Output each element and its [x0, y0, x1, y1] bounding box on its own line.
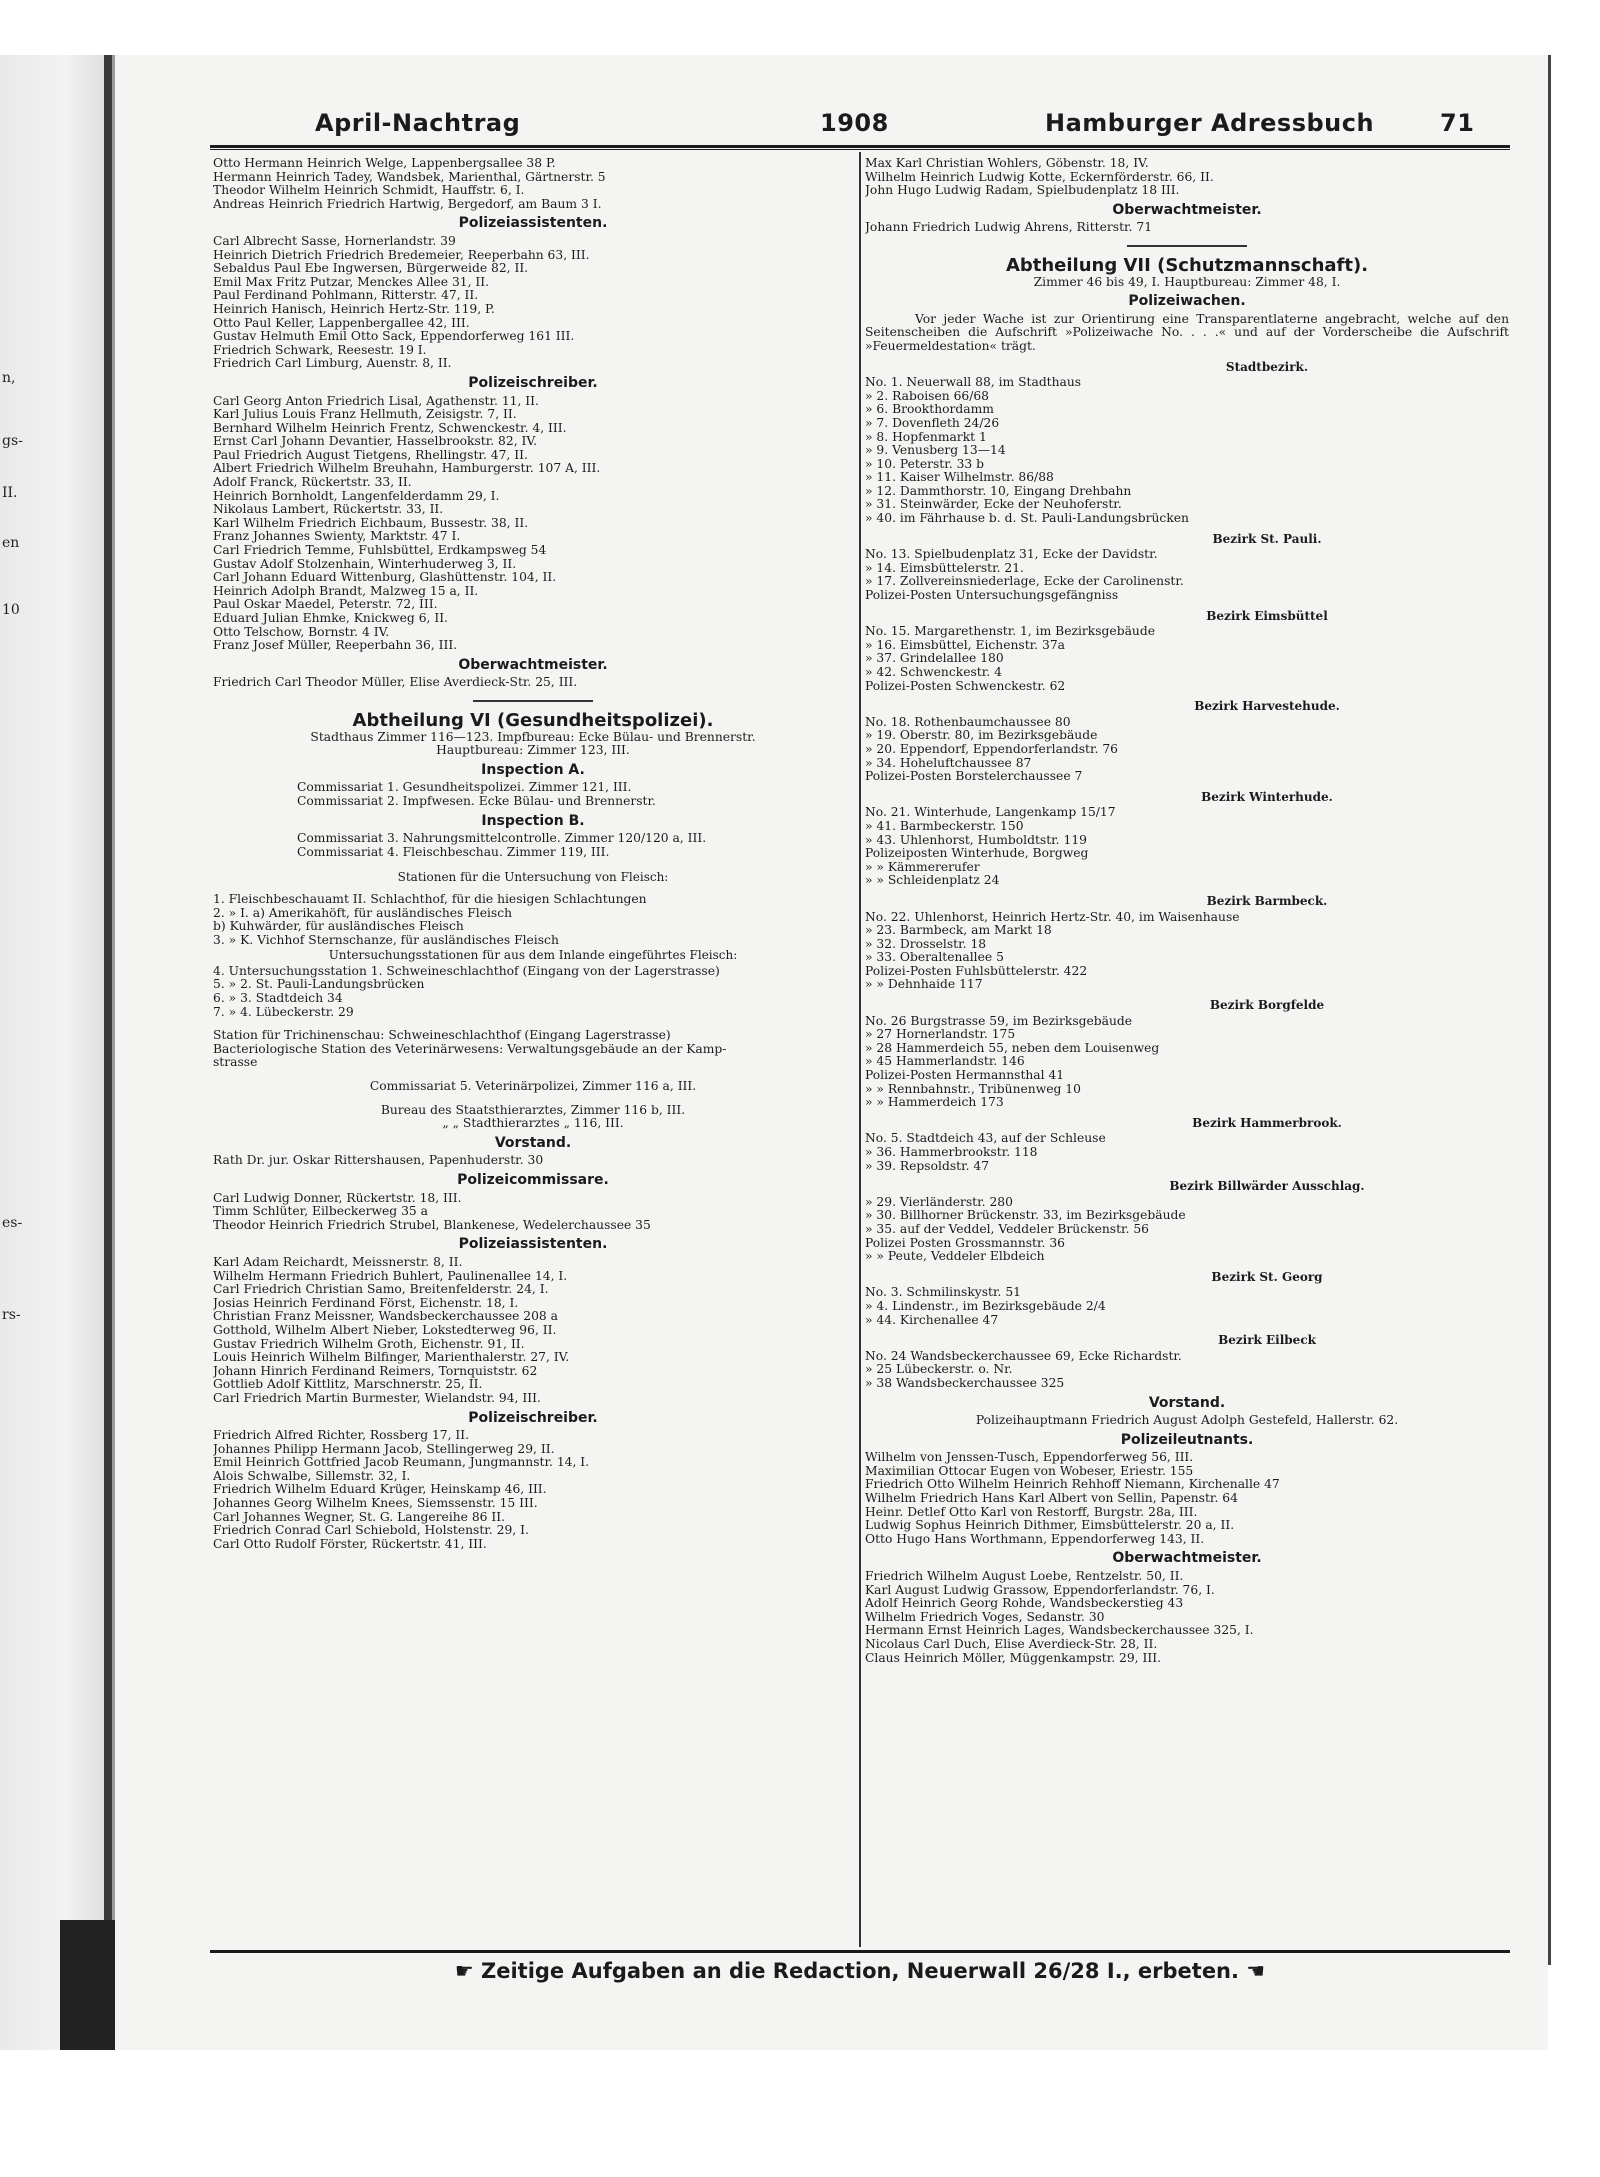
- entry-line: John Hugo Ludwig Radam, Spielbudenplatz 18 III.: [865, 184, 1180, 198]
- entry-line: Nicolaus Carl Duch, Elise Averdieck-Str. 28, II.: [865, 1638, 1158, 1651]
- section-title-polizeischreiber: Polizeischreiber.: [468, 374, 598, 391]
- entry-line: Otto Hugo Hans Worthmann, Eppendorferweg 143, II.: [865, 1532, 1205, 1546]
- district-entry: » 39. Repsoldstr. 47: [865, 1159, 990, 1173]
- entry-line: Otto Hermann Heinrich Welge, Lappenbergsallee 38 P.: [213, 157, 556, 170]
- district-entry: » 20. Eppendorf, Eppendorferlandstr. 76: [865, 742, 1118, 756]
- book-spine: [104, 55, 112, 2050]
- entry-line: Commissariat 2. Impfwesen. Ecke Bülau- und Brennerstr.: [297, 794, 656, 808]
- entry-line: Sebaldus Paul Ebe Ingwersen, Bürgerweide 82, II.: [213, 262, 529, 276]
- entry-line: 7. » 4. Lübeckerstr. 29: [213, 1005, 354, 1019]
- department-title-vii: Abtheilung VII (Schutzmannschaft).: [1005, 254, 1369, 276]
- entry-line: Wilhelm von Jenssen-Tusch, Eppendorferweg 56, III.: [865, 1451, 1194, 1465]
- header-rule-thin: [210, 149, 1510, 150]
- department-vii-info: Zimmer 46 bis 49, I. Hauptbureau: Zimmer 48, I.: [1033, 274, 1341, 289]
- trichinen-list: [213, 1029, 853, 1070]
- district-title: Bezirk St. Pauli.: [1212, 531, 1322, 546]
- district-entry: No. 13. Spielbudenplatz 31, Ecke der Davidstr.: [865, 548, 1158, 562]
- inspection-b-title: Inspection B.: [481, 812, 585, 829]
- entry-line: Theodor Wilhelm Heinrich Schmidt, Hauffstr. 6, I.: [213, 184, 525, 198]
- section-title-vorstand-right: Vorstand.: [1148, 1394, 1226, 1411]
- stationen-title: Stationen für die Untersuchung von Fleisch:: [397, 870, 669, 885]
- entry-line: Paul Ferdinand Pohlmann, Ritterstr. 47, II.: [213, 289, 479, 303]
- entry-line: Franz Josef Müller, Reeperbahn 36, III.: [213, 639, 458, 653]
- entry-line: 1. Fleischbeschauamt II. Schlachthof, für die hiesigen Schlachtungen: [213, 892, 647, 906]
- entry-line: Carl Friedrich Temme, Fuhlsbüttel, Erdkampsweg 54: [213, 544, 547, 558]
- entry-line: Heinrich Adolph Brandt, Malzweg 15 a, II.: [213, 584, 479, 598]
- district-entry: » » Hammerdeich 173: [865, 1096, 1004, 1110]
- adjacent-page-strip: [0, 55, 110, 2050]
- district-entry: » 38 Wandsbeckerchaussee 325: [865, 1376, 1065, 1390]
- district-title: Bezirk Borgfelde: [1209, 998, 1325, 1013]
- district-entry: » 33. Oberaltenallee 5: [865, 951, 1004, 965]
- entry-line: Carl Friedrich Martin Burmester, Wielandstr. 94, III.: [213, 1391, 541, 1405]
- entry-line: Hermann Ernst Heinrich Lages, Wandsbeckerchaussee 325, I.: [865, 1624, 1254, 1638]
- entry-line: Franz Johannes Swienty, Marktstr. 47 I.: [213, 530, 461, 544]
- entry-line: Polizeihauptmann Friedrich August Adolph Gestefeld, Hallerstr. 62.: [975, 1413, 1399, 1428]
- district-entry: » 36. Hammerbrookstr. 118: [865, 1146, 1038, 1159]
- entry-line: Friedrich Alfred Richter, Rossberg 17, II.: [213, 1429, 470, 1443]
- entry-line: Karl August Ludwig Grassow, Eppendorferlandstr. 76, I.: [865, 1583, 1215, 1597]
- district-entry: » 8. Hopfenmarkt 1: [865, 430, 987, 444]
- entry-line: Johannes Georg Wilhelm Knees, Siemssenstr. 15 III.: [213, 1497, 538, 1511]
- district-entry: » 40. im Fährhause b. d. St. Pauli-Landungsbrücken: [865, 512, 1189, 526]
- district-title: Bezirk St. Georg: [1211, 1269, 1323, 1284]
- inspection-a-title: Inspection A.: [481, 761, 585, 778]
- header-year: 1908: [820, 109, 889, 137]
- entry-line: Nikolaus Lambert, Rückertstr. 33, II.: [213, 503, 444, 517]
- polizeischreiber-list: [213, 395, 853, 653]
- district-title: Bezirk Eimsbüttel: [1206, 608, 1328, 623]
- district-entry: » 9. Venusberg 13—14: [865, 444, 1006, 458]
- district-entry: No. 3. Schmilinskystr. 51: [865, 1286, 1021, 1300]
- district-entry: » 28 Hammerdeich 55, neben dem Louisenweg: [865, 1041, 1160, 1055]
- district-entry: » 4. Lindenstr., im Bezirksgebäude 2/4: [865, 1299, 1106, 1313]
- section-title-oberwachtmeister: Oberwachtmeister.: [458, 656, 608, 673]
- section-title-polizeiwachen: Polizeiwachen.: [1128, 293, 1246, 310]
- entry-line: 2. » I. a) Amerikahöft, für ausländisches Fleisch: [213, 906, 513, 920]
- left-column: [213, 157, 853, 1551]
- entry-line: Gottlieb Adolf Kittlitz, Marschnerstr. 25, II.: [213, 1378, 483, 1392]
- entry-line: Adolf Franck, Rückertstr. 33, II.: [213, 476, 412, 490]
- district-entry: » 43. Uhlenhorst, Humboldtstr. 119: [865, 833, 1087, 847]
- district-entry: » 14. Eimsbüttelerstr. 21.: [865, 561, 1024, 575]
- entry-line: „ „ Stadthierarztes „ 116, III.: [442, 1116, 624, 1131]
- polizeiassistenten-list: [213, 235, 853, 371]
- untersuchung-list: [213, 965, 853, 1019]
- district-entry: » 42. Schwenckestr. 4: [865, 666, 1002, 679]
- district-entry: No. 15. Margarethenstr. 1, im Bezirksgebäude: [865, 625, 1155, 639]
- district-entry: » 37. Grindelallee 180: [865, 652, 1004, 666]
- section-title-oberwachtmeister-2: Oberwachtmeister.: [1112, 1550, 1262, 1567]
- entry-line: Theodor Heinrich Friedrich Strubel, Blankenese, Wedelerchaussee 35: [213, 1218, 651, 1232]
- entry-line: Claus Heinrich Möller, Müggenkampstr. 29, III.: [865, 1651, 1161, 1665]
- district-entry: No. 24 Wandsbeckerchaussee 69, Ecke Richardstr.: [865, 1349, 1182, 1363]
- district-entry: Polizei-Posten Hermannsthal 41: [865, 1069, 1065, 1083]
- district-entry: » 27 Hornerlandstr. 175: [865, 1028, 1016, 1042]
- directory-page: [115, 55, 1548, 2050]
- district-title: Bezirk Barmbeck.: [1206, 893, 1328, 908]
- district-entry: » » Rennbahnstr., Tribünenweg 10: [865, 1082, 1081, 1096]
- district-entry: » 29. Vierländerstr. 280: [865, 1195, 1013, 1209]
- entry-line: Karl Wilhelm Friedrich Eichbaum, Bussestr. 38, II.: [213, 516, 529, 530]
- district-title: Bezirk Eilbeck: [1218, 1333, 1316, 1348]
- district-entry: » 32. Drosselstr. 18: [865, 937, 987, 951]
- scan-right-margin: [1548, 55, 1600, 2050]
- entry-line: Timm Schlüter, Eilbeckerweg 35 a: [213, 1205, 428, 1219]
- section-title-polizeicommissare: Polizeicommissare.: [457, 1172, 609, 1188]
- entry-line: Josias Heinrich Ferdinand Först, Eichenstr. 18, I.: [213, 1296, 519, 1310]
- district-entry: No. 21. Winterhude, Langenkamp 15/17: [865, 806, 1116, 820]
- entry-line: Bureau des Staatsthierarztes, Zimmer 116 b, III.: [380, 1102, 686, 1117]
- entry-line: Ernst Carl Johann Devantier, Hasselbrookstr. 82, IV.: [213, 435, 538, 449]
- entry-line: Station für Trichinenschau: Schweineschlachthof (Eingang Lagerstrasse): [213, 1029, 671, 1043]
- entry-line: Hauptbureau: Zimmer 123, III.: [436, 743, 630, 758]
- section-title-polizeileutnants: Polizeileutnants.: [1120, 1431, 1254, 1448]
- oberwachtmeister-right-list: [865, 221, 1509, 235]
- polizeiassistenten-2-list: [213, 1256, 853, 1406]
- district-entry: No. 18. Rothenbaumchaussee 80: [865, 715, 1071, 729]
- right-intro-list: [865, 157, 1509, 198]
- district-entry: Polizei-Posten Untersuchungsgefängniss: [865, 589, 1119, 603]
- header-rule: [210, 145, 1510, 148]
- section-title-polizeiassistenten-2: Polizeiassistenten.: [458, 1236, 608, 1253]
- footer-notice: ☛ Zeitige Aufgaben an die Redaction, Neuerwall 26/28 I., erbeten. ☚: [454, 1959, 1266, 1983]
- entry-line: 6. » 3. Stadtdeich 34: [213, 992, 343, 1006]
- commissariat-5: Commissariat 5. Veterinärpolizei, Zimmer 116 a, III.: [369, 1079, 697, 1094]
- district-entry: Polizei-Posten Borstelerchaussee 7: [865, 770, 1083, 784]
- entry-line: Carl Friedrich Christian Samo, Breitenfelderstr. 24, I.: [213, 1283, 549, 1297]
- scan-shadow: [60, 1920, 115, 2050]
- section-rule: [473, 700, 593, 702]
- polizeileutnants-list: [865, 1451, 1509, 1546]
- district-entry: » 45 Hammerlandstr. 146: [865, 1055, 1025, 1069]
- district-entry: » » Dehnhaide 117: [865, 978, 983, 992]
- district-title: Bezirk Winterhude.: [1201, 789, 1333, 804]
- department-vi-info: [213, 731, 853, 758]
- district-entry: » 31. Steinwärder, Ecke der Neuhoferstr.: [865, 498, 1122, 512]
- oberwachtmeister-list: [213, 676, 853, 690]
- district-entry: » 6. Brookthordamm: [865, 403, 994, 417]
- section-title-polizeiassistenten: Polizeiassistenten.: [458, 215, 608, 232]
- header-publication-title: Hamburger Adressbuch: [1045, 109, 1375, 137]
- untersuchung-title: Untersuchungsstationen für aus dem Inlande eingeführtes Fleisch:: [328, 948, 738, 963]
- entry-line: Johann Hinrich Ferdinand Reimers, Tornquiststr. 62: [213, 1364, 538, 1378]
- entry-line: Gustav Adolf Stolzenhain, Winterhuderweg 3, II.: [213, 557, 517, 571]
- entry-line: Heinrich Bornholdt, Langenfelderdamm 29, I.: [213, 489, 500, 503]
- entry-line: Friedrich Conrad Carl Schiebold, Holstenstr. 29, I.: [213, 1524, 529, 1538]
- district-entry: » 41. Barmbeckerstr. 150: [865, 819, 1024, 833]
- entry-line: Heinrich Dietrich Friedrich Bredemeier, Reeperbahn 63, III.: [213, 248, 590, 262]
- entry-line: Friedrich Wilhelm August Loebe, Rentzelstr. 50, II.: [865, 1570, 1184, 1584]
- scan-top-margin: [0, 0, 1600, 55]
- entry-line: Bernhard Wilhelm Heinrich Frentz, Schwenckestr. 4, III.: [213, 421, 567, 435]
- entry-line: Heinrich Hanisch, Heinrich Hertz-Str. 119, P.: [213, 302, 495, 316]
- strip-fragment: es-: [2, 1215, 23, 1231]
- inspection-b-list: [213, 832, 853, 859]
- district-entry: Polizei Posten Grossmannstr. 36: [865, 1236, 1065, 1250]
- district-entry: » 30. Billhorner Brückenstr. 33, im Bezirksgebäude: [865, 1209, 1186, 1223]
- oberwachtmeister-2-list: [865, 1570, 1509, 1665]
- district-entry: » 7. Dovenfleth 24/26: [865, 416, 1000, 430]
- district-entry: » 16. Eimsbüttel, Eichenstr. 37a: [865, 638, 1065, 652]
- district-entry: » 17. Zollvereinsniederlage, Ecke der Carolinenstr.: [865, 575, 1184, 589]
- entry-line: Hermann Heinrich Tadey, Wandsbek, Marienthal, Gärtnerstr. 5: [213, 170, 606, 184]
- strip-fragment: n,: [2, 370, 16, 386]
- entry-line: Bacteriologische Station des Veterinärwesens: Verwaltungsgebäude an der Kamp-: [213, 1042, 727, 1056]
- polizeicommissare-list: [213, 1192, 853, 1233]
- entry-line: Commissariat 3. Nahrungsmittelcontrolle. Zimmer 120/120 a, III.: [297, 832, 707, 846]
- entry-line: Adolf Heinrich Georg Rohde, Wandsbeckerstieg 43: [865, 1597, 1184, 1611]
- bureau-list: [213, 1104, 853, 1131]
- section-title-vorstand: Vorstand.: [494, 1134, 572, 1151]
- entry-line: Wilhelm Hermann Friedrich Buhlert, Paulinenallee 14, I.: [213, 1269, 568, 1283]
- polizeischreiber-2-list: [213, 1429, 853, 1551]
- strip-fragment: II.: [2, 485, 18, 501]
- entry-line: Commissariat 4. Fleischbeschau. Zimmer 119, III.: [297, 845, 610, 859]
- district-entry: Polizei-Posten Schwenckestr. 62: [865, 679, 1066, 693]
- strip-fragment: rs-: [2, 1307, 21, 1323]
- district-entry: No. 26 Burgstrasse 59, im Bezirksgebäude: [865, 1014, 1133, 1028]
- entry-line: Carl Johannes Wegner, St. G. Langereihe 86 II.: [213, 1510, 506, 1524]
- spacer: [213, 859, 853, 869]
- entry-line: Max Karl Christian Wohlers, Göbenstr. 18, IV.: [865, 157, 1149, 170]
- section-rule: [1127, 245, 1247, 247]
- district-title: Stadtbezirk.: [1225, 359, 1309, 374]
- entry-line: Carl Johann Eduard Wittenburg, Glashüttenstr. 104, II.: [213, 571, 557, 585]
- entry-line: Andreas Heinrich Friedrich Hartwig, Bergedorf, am Baum 3 I.: [213, 197, 602, 211]
- entry-line: Friedrich Carl Theodor Müller, Elise Averdieck-Str. 25, III.: [213, 676, 578, 690]
- entry-line: Otto Telschow, Bornstr. 4 IV.: [213, 625, 390, 639]
- entry-line: Wilhelm Friedrich Voges, Sedanstr. 30: [865, 1610, 1105, 1624]
- district-entry: » 35. auf der Veddel, Veddeler Brückenstr. 56: [865, 1222, 1150, 1236]
- entry-line: Johannes Philipp Hermann Jacob, Stellingerweg 29, II.: [213, 1442, 555, 1456]
- header-section-title: April-Nachtrag: [315, 109, 521, 137]
- entry-line: Gustav Helmuth Emil Otto Sack, Eppendorferweg 161 III.: [213, 330, 575, 344]
- entry-line: Karl Adam Reichardt, Meissnerstr. 8, II.: [213, 1255, 463, 1269]
- strip-fragment: en: [2, 535, 20, 551]
- entry-line: Maximilian Ottocar Eugen von Wobeser, Eriestr. 155: [865, 1464, 1194, 1478]
- entry-line: Karl Julius Louis Franz Hellmuth, Zeisigstr. 7, II.: [213, 408, 517, 422]
- entry-line: Friedrich Otto Wilhelm Heinrich Rehhoff Niemann, Kirchenalle 47: [865, 1478, 1280, 1492]
- district-entry: » 2. Raboisen 66/68: [865, 389, 990, 403]
- district-entry: » 10. Peterstr. 33 b: [865, 457, 985, 471]
- right-column: [865, 157, 1509, 1665]
- vorstand-list: [213, 1154, 853, 1168]
- polizeiwachen-note: Vor jeder Wache ist zur Orientirung eine Transparentlaterne angebracht, welche auf den Seitenscheiben die Aufschrift »Polizeiwache No. . . .« und auf der Vorderscheibe die Aufschrift »Feuermeldestation« trägt.: [865, 311, 1509, 353]
- entry-line: Gotthold, Wilhelm Albert Nieber, Lokstedterweg 96, II.: [213, 1323, 557, 1337]
- scan-bottom-margin: [0, 2050, 1600, 2177]
- entry-line: 3. » K. Vichhof Sternschanze, für ausländisches Fleisch: [213, 933, 559, 947]
- entry-line: 4. Untersuchungsstation 1. Schweineschlachthof (Eingang von der Lagerstrasse): [213, 964, 720, 978]
- entry-line: Friedrich Schwark, Reesestr. 19 I.: [213, 343, 427, 357]
- district-entry: » 12. Dammthorstr. 10, Eingang Drehbahn: [865, 484, 1132, 498]
- entry-line: Heinr. Detlef Otto Karl von Restorff, Burgstr. 28a, III.: [865, 1505, 1198, 1519]
- district-entry: Polizei-Posten Fuhlsbüttelerstr. 422: [865, 964, 1088, 978]
- district-title: Bezirk Harvestehude.: [1194, 699, 1340, 714]
- entry-line: Emil Heinrich Gottfried Jacob Reumann, Jungmannstr. 14, I.: [213, 1456, 590, 1470]
- vorstand-right-list: [865, 1414, 1509, 1428]
- strip-fragment: gs-: [2, 433, 23, 449]
- entry-line: strasse: [213, 1056, 258, 1070]
- entry-line: Ludwig Sophus Heinrich Dithmer, Eimsbüttelerstr. 20 a, II.: [865, 1519, 1235, 1533]
- page-edge-line: [1548, 55, 1551, 1965]
- districts: [865, 361, 1509, 1391]
- entry-line: Carl Albrecht Sasse, Hornerlandstr. 39: [213, 234, 456, 248]
- entry-line: Wilhelm Friedrich Hans Karl Albert von Sellin, Papenstr. 64: [865, 1492, 1238, 1506]
- district-entry: » 19. Oberstr. 80, im Bezirksgebäude: [865, 729, 1098, 743]
- spacer: [213, 1019, 853, 1029]
- entry-line: Gustav Friedrich Wilhelm Groth, Eichenstr. 91, II.: [213, 1337, 525, 1351]
- entry-line: Paul Oskar Maedel, Peterstr. 72, III.: [213, 598, 438, 612]
- district-entry: » 25 Lübeckerstr. o. Nr.: [865, 1363, 1013, 1377]
- column-divider: [859, 152, 861, 1947]
- entry-line: Friedrich Wilhelm Eduard Krüger, Heinskamp 46, III.: [213, 1483, 547, 1497]
- header-page-number: 71: [1440, 109, 1475, 137]
- entry-line: Paul Friedrich August Tietgens, Rhellingstr. 47, II.: [213, 448, 528, 462]
- entry-line: Eduard Julian Ehmke, Knickweg 6, II.: [213, 612, 448, 625]
- district-entry: » 23. Barmbeck, am Markt 18: [865, 924, 1052, 938]
- entry-line: Wilhelm Heinrich Ludwig Kotte, Eckernförderstr. 66, II.: [865, 170, 1214, 184]
- district-title: Bezirk Billwärder Ausschlag.: [1169, 1179, 1365, 1194]
- district-title: Bezirk Hammerbrook.: [1192, 1115, 1342, 1130]
- entry-line: Albert Friedrich Wilhelm Breuhahn, Hamburgerstr. 107 A, III.: [213, 462, 601, 476]
- strip-fragment: 10: [2, 602, 20, 618]
- entry-line: Johann Friedrich Ludwig Ahrens, Ritterstr. 71: [865, 221, 1153, 235]
- entry-line: Carl Otto Rudolf Förster, Rückertstr. 41, III.: [213, 1537, 487, 1551]
- district-entry: No. 22. Uhlenhorst, Heinrich Hertz-Str. 40, im Waisenhause: [865, 910, 1240, 924]
- department-title-vi: Abtheilung VI (Gesundheitspolizei).: [352, 709, 714, 731]
- entry-line: 5. » 2. St. Pauli-Landungsbrücken: [213, 978, 425, 992]
- entry-line: Otto Paul Keller, Lappenbergallee 42, III.: [213, 316, 470, 330]
- entry-line: Carl Ludwig Donner, Rückertstr. 18, III.: [213, 1191, 462, 1205]
- district-entry: » » Schleidenplatz 24: [865, 874, 1000, 888]
- entry-line: Alois Schwalbe, Sillemstr. 32, I.: [213, 1469, 411, 1483]
- district-entry: » » Kämmererufer: [865, 860, 980, 874]
- district-entry: » 11. Kaiser Wilhelmstr. 86/88: [865, 471, 1054, 485]
- district-entry: » 44. Kirchenallee 47: [865, 1313, 999, 1327]
- intro-list: [213, 157, 853, 211]
- stationen-list: [213, 893, 853, 947]
- entry-line: Christian Franz Meissner, Wandsbeckerchaussee 208 a: [213, 1310, 558, 1324]
- entry-line: Stadthaus Zimmer 116—123. Impfbureau: Ecke Bülau- und Brennerstr.: [310, 729, 756, 744]
- entry-line: Emil Max Fritz Putzar, Menckes Allee 31, II.: [213, 275, 490, 289]
- district-entry: » 34. Hoheluftchaussee 87: [865, 756, 1032, 770]
- entry-line: Carl Georg Anton Friedrich Lisal, Agathenstr. 11, II.: [213, 394, 539, 408]
- district-entry: No. 1. Neuerwall 88, im Stadthaus: [865, 376, 1082, 390]
- entry-line: Louis Heinrich Wilhelm Bilfinger, Marienthalerstr. 27, IV.: [213, 1351, 570, 1365]
- entry-line: Friedrich Carl Limburg, Auenstr. 8, II.: [213, 357, 452, 371]
- district-entry: No. 5. Stadtdeich 43, auf der Schleuse: [865, 1132, 1106, 1146]
- section-title-oberwachtmeister-right: Oberwachtmeister.: [1112, 201, 1262, 218]
- inspection-a-list: [213, 781, 853, 808]
- entry-line: Rath Dr. jur. Oskar Rittershausen, Papenhuderstr. 30: [213, 1154, 544, 1168]
- footer-rule: [210, 1950, 1510, 1953]
- district-entry: » » Peute, Veddeler Elbdeich: [865, 1250, 1045, 1264]
- section-title-polizeischreiber-2: Polizeischreiber.: [468, 1409, 598, 1426]
- entry-line: Commissariat 1. Gesundheitspolizei. Zimmer 121, III.: [297, 781, 632, 795]
- entry-line: b) Kuhwärder, für ausländisches Fleisch: [213, 920, 464, 934]
- district-entry: Polizeiposten Winterhude, Borgweg: [865, 847, 1089, 861]
